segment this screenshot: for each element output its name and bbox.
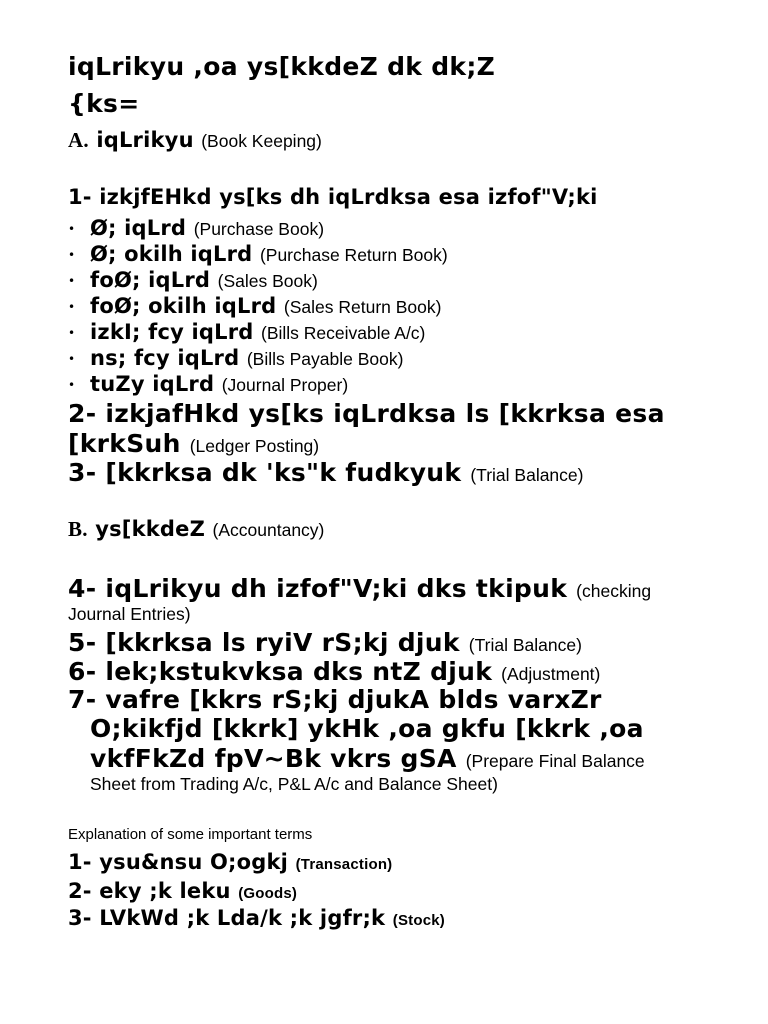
term-hindi: 1- ysu&nsu O;ogkj [68,850,289,874]
term-item [68,879,297,903]
point-4-hindi: 4- iqLrikyu dh izfof"V;ki dks tkipuk [68,574,568,603]
point-7-hindi: vkfFkZd fpV~Bk vkrs gSA [90,744,457,773]
bullet-english: (Journal Proper) [221,375,349,395]
point-4 [68,574,651,603]
bullet-hindi: foØ; okilh iqLrd [90,294,277,318]
section-b-marker: B. [68,517,88,541]
bullet-english: (Bills Payable Book) [246,349,404,369]
point-5-english: (Trial Balance) [468,635,582,655]
bullet-icon: • [68,378,76,392]
point-7-line-4: Sheet from Trading A/c, P&L A/c and Balance Sheet) [90,774,498,794]
bullet-item [90,242,448,266]
title-line-2: {ks= [68,89,140,118]
section-b-hindi: ys[kkdeZ [95,517,206,541]
point-6-english: (Adjustment) [501,664,601,684]
bullet-english: (Sales Return Book) [283,297,442,317]
bullet-icon: • [68,300,76,314]
term-english: (Goods) [238,885,298,902]
point-7-line-1: 7- vafre [kkrs rS;kj djukA blds varxZr [68,685,602,714]
point-2-line-1: 2- izkjafHkd ys[ks iqLrdksa ls [kkrksa esa [68,399,665,428]
point-7-line-2: O;kikfjd [kkrk] ykHk ,oa gkfu [kkrk ,oa [90,714,644,743]
point-5 [68,628,582,657]
point-5-hindi: 5- [kkrksa ls ryiV rS;kj djuk [68,628,460,657]
bullet-item [90,294,441,318]
bullet-icon: • [68,248,76,262]
section-a-heading [68,128,322,153]
bullet-item [90,320,425,344]
section-b-heading [68,517,324,542]
point-4-english-cont: Journal Entries) [68,604,191,624]
point-6-hindi: 6- lek;kstukvksa dks ntZ djuk [68,657,493,686]
section-b-english: (Accountancy) [212,520,325,540]
bullet-item [90,268,318,292]
bullet-hindi: izkI; fcy iqLrd [90,320,254,344]
point-7-line-3 [90,744,645,773]
bullet-item [90,216,324,240]
point-3-hindi: 3- [kkrksa dk 'ks"k fudkyuk [68,458,462,487]
point-3 [68,458,583,487]
point-4-english: (checking [576,581,652,601]
term-english: (Transaction) [295,856,393,873]
point-2-english: (Ledger Posting) [189,436,320,456]
explanation-heading: Explanation of some important terms [68,826,313,843]
bullet-item [90,346,403,370]
bullet-hindi: foØ; iqLrd [90,268,211,292]
point-1: 1- izkjfEHkd ys[ks dh iqLrdksa esa izfof"V;ki [68,185,598,209]
bullet-item [90,372,348,396]
term-item [68,850,392,874]
bullet-hindi: tuZy iqLrd [90,372,215,396]
section-a-english: (Book Keeping) [201,131,322,151]
bullet-hindi: Ø; okilh iqLrd [90,242,253,266]
bullet-english: (Sales Book) [217,271,318,291]
title-line-1: iqLrikyu ,oa ys[kkdeZ dk dk;Z [68,52,496,81]
section-a-marker: A. [68,128,89,152]
term-hindi: 3- LVkWd ;k Lda/k ;k jgfr;k [68,906,386,930]
bullet-icon: • [68,274,76,288]
point-7-english: (Prepare Final Balance [465,751,645,771]
section-a-hindi: iqLrikyu [96,128,194,152]
term-item [68,906,445,930]
bullet-english: (Purchase Book) [193,219,325,239]
point-2-hindi: [krkSuh [68,429,181,458]
point-3-english: (Trial Balance) [470,465,584,485]
bullet-icon: • [68,326,76,340]
point-6 [68,657,600,686]
bullet-icon: • [68,222,76,236]
bullet-icon: • [68,352,76,366]
term-english: (Stock) [392,912,445,929]
bullet-hindi: Ø; iqLrd [90,216,187,240]
bullet-english: (Bills Receivable A/c) [261,323,426,343]
bullet-hindi: ns; fcy iqLrd [90,346,240,370]
term-hindi: 2- eky ;k leku [68,879,231,903]
bullet-english: (Purchase Return Book) [259,245,448,265]
point-2-line-2 [68,429,319,458]
